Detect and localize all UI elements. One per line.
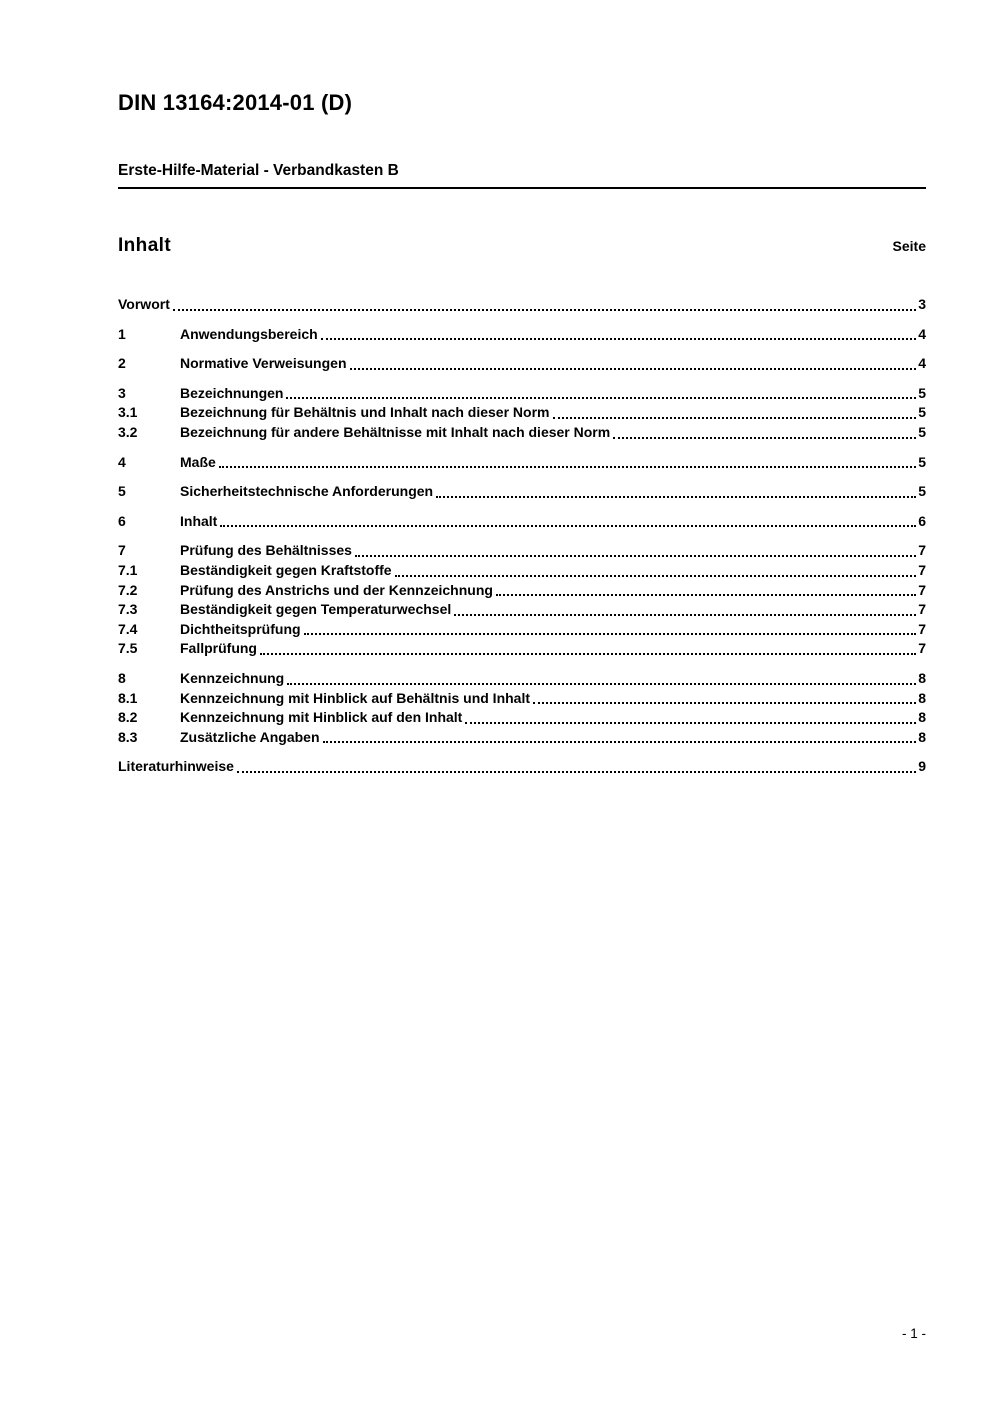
toc-list	[118, 295, 926, 777]
toc-entry-page: 8	[918, 669, 926, 686]
toc-entry-title: Beständigkeit gegen Temperaturwechsel	[180, 601, 452, 618]
toc-leader	[496, 594, 916, 596]
toc-entry-title: Kennzeichnung mit Hinblick auf den Inhalt	[180, 709, 463, 726]
toc-entry-page: 5	[918, 423, 926, 440]
toc-entry-number: 3.1	[118, 404, 138, 421]
toc-entry-title: Sicherheitstechnische Anforderungen	[180, 483, 434, 500]
toc-entry-number: 8.3	[118, 728, 138, 745]
toc-entry-page: 5	[918, 404, 926, 421]
toc-entry	[118, 354, 926, 374]
toc-leader	[355, 555, 916, 557]
toc-entry-title: Dichtheitsprüfung	[180, 620, 301, 637]
toc-entry-number: 7.5	[118, 640, 138, 657]
toc-leader	[454, 614, 916, 616]
toc-entry	[118, 689, 926, 709]
toc-leader	[321, 338, 917, 340]
toc-entry	[118, 620, 926, 640]
toc-leader	[260, 653, 916, 655]
toc-entry	[118, 384, 926, 404]
toc-leader	[219, 466, 916, 468]
toc-entry-number: 8.1	[118, 689, 138, 706]
toc-entry-number: 2	[118, 355, 126, 372]
toc-entry-title: Maße	[180, 453, 216, 470]
toc-entry-page: 4	[918, 325, 926, 342]
toc-entry-title: Normative Verweisungen	[180, 355, 347, 372]
toc-entry	[118, 325, 926, 345]
toc-leader	[287, 683, 916, 685]
toc-entry-number: 1	[118, 325, 126, 342]
toc-entry-number: 3.2	[118, 423, 138, 440]
toc-entry	[118, 512, 926, 532]
toc-entry-number: 7.2	[118, 581, 138, 598]
toc-entry-title: Anwendungsbereich	[180, 325, 318, 342]
toc-entry-number: 7.3	[118, 601, 138, 618]
toc-entry-title: Prüfung des Anstrichs und der Kennzeichnung	[180, 581, 493, 598]
toc-entry-page: 7	[918, 581, 926, 598]
toc-leader	[350, 368, 917, 370]
toc-entry-page: 5	[918, 483, 926, 500]
toc-entry-number: 7.1	[118, 561, 138, 578]
toc-leader	[173, 309, 916, 311]
toc-entry	[118, 482, 926, 502]
toc-entry-number: 8	[118, 669, 126, 686]
toc-entry-page: 7	[918, 542, 926, 559]
page-column-label: Seite	[892, 238, 926, 254]
toc-leader	[436, 496, 916, 498]
toc-entry	[118, 423, 926, 443]
toc-entry-page: 8	[918, 709, 926, 726]
toc-entry-number: 5	[118, 483, 126, 500]
toc-entry-page: 7	[918, 601, 926, 618]
toc-entry	[118, 728, 926, 748]
toc-entry	[118, 295, 926, 315]
toc-entry-number: 6	[118, 512, 126, 529]
toc-entry-title: Bezeichnung für andere Behältnisse mit Inhalt nach dieser Norm	[180, 423, 611, 440]
toc-entry	[118, 639, 926, 659]
toc-entry-title: Bezeichnungen	[180, 384, 284, 401]
toc-entry-page: 7	[918, 640, 926, 657]
toc-leader	[465, 722, 916, 724]
toc-entry-title: Prüfung des Behältnisses	[180, 542, 352, 559]
toc-entry-title: Kennzeichnung	[180, 669, 285, 686]
toc-entry-title: Beständigkeit gegen Kraftstoffe	[180, 561, 392, 578]
toc-entry	[118, 403, 926, 423]
toc-entry-title: Kennzeichnung mit Hinblick auf Behältnis und Inhalt	[180, 689, 531, 706]
toc-entry-title: Inhalt	[180, 512, 218, 529]
toc-entry-page: 8	[918, 728, 926, 745]
toc-entry	[118, 581, 926, 601]
document-subtitle: Erste-Hilfe-Material - Verbandkasten B	[118, 162, 399, 179]
toc-leader	[533, 702, 916, 704]
toc-entry-page: 6	[918, 512, 926, 529]
toc-entry-page: 4	[918, 355, 926, 372]
toc-entry	[118, 453, 926, 473]
toc-leader	[323, 741, 917, 743]
toc-leader	[304, 633, 917, 635]
toc-entry-title: Literaturhinweise	[118, 758, 234, 775]
document-number: DIN 13164:2014-01 (D)	[118, 90, 353, 115]
toc-entry-page: 5	[918, 453, 926, 470]
toc-entry-title: Bezeichnung für Behältnis und Inhalt nach dieser Norm	[180, 404, 550, 421]
toc-leader	[237, 771, 916, 773]
toc-leader	[553, 417, 917, 419]
toc-entry	[118, 757, 926, 777]
toc-entry-title: Zusätzliche Angaben	[180, 728, 320, 745]
toc-entry	[118, 561, 926, 581]
toc-heading: Inhalt	[118, 235, 172, 256]
toc-entry-page: 3	[918, 296, 926, 312]
toc-entry-page: 5	[918, 384, 926, 401]
toc-leader	[220, 525, 916, 527]
toc-entry-page: 7	[918, 561, 926, 578]
toc-entry-number: 7.4	[118, 620, 138, 637]
toc-entry-number: 3	[118, 384, 126, 401]
toc-entry-page: 8	[918, 689, 926, 706]
toc-entry	[118, 669, 926, 689]
toc-entry-page: 9	[918, 758, 926, 775]
document-subtitle-block	[118, 162, 926, 189]
toc-entry-title: Vorwort	[118, 296, 170, 312]
page-footer-number: - 1 -	[901, 1326, 926, 1341]
toc-entry-number: 7	[118, 542, 126, 559]
toc-header	[118, 235, 926, 257]
toc-entry	[118, 541, 926, 561]
toc-entry-number: 8.2	[118, 709, 138, 726]
toc-entry	[118, 708, 926, 728]
toc-entry	[118, 600, 926, 620]
toc-entry-number: 4	[118, 453, 126, 470]
toc-entry-page: 7	[918, 620, 926, 637]
toc-leader	[286, 397, 916, 399]
toc-leader	[613, 437, 916, 439]
toc-entry-title: Fallprüfung	[180, 640, 257, 657]
toc-leader	[395, 575, 917, 577]
